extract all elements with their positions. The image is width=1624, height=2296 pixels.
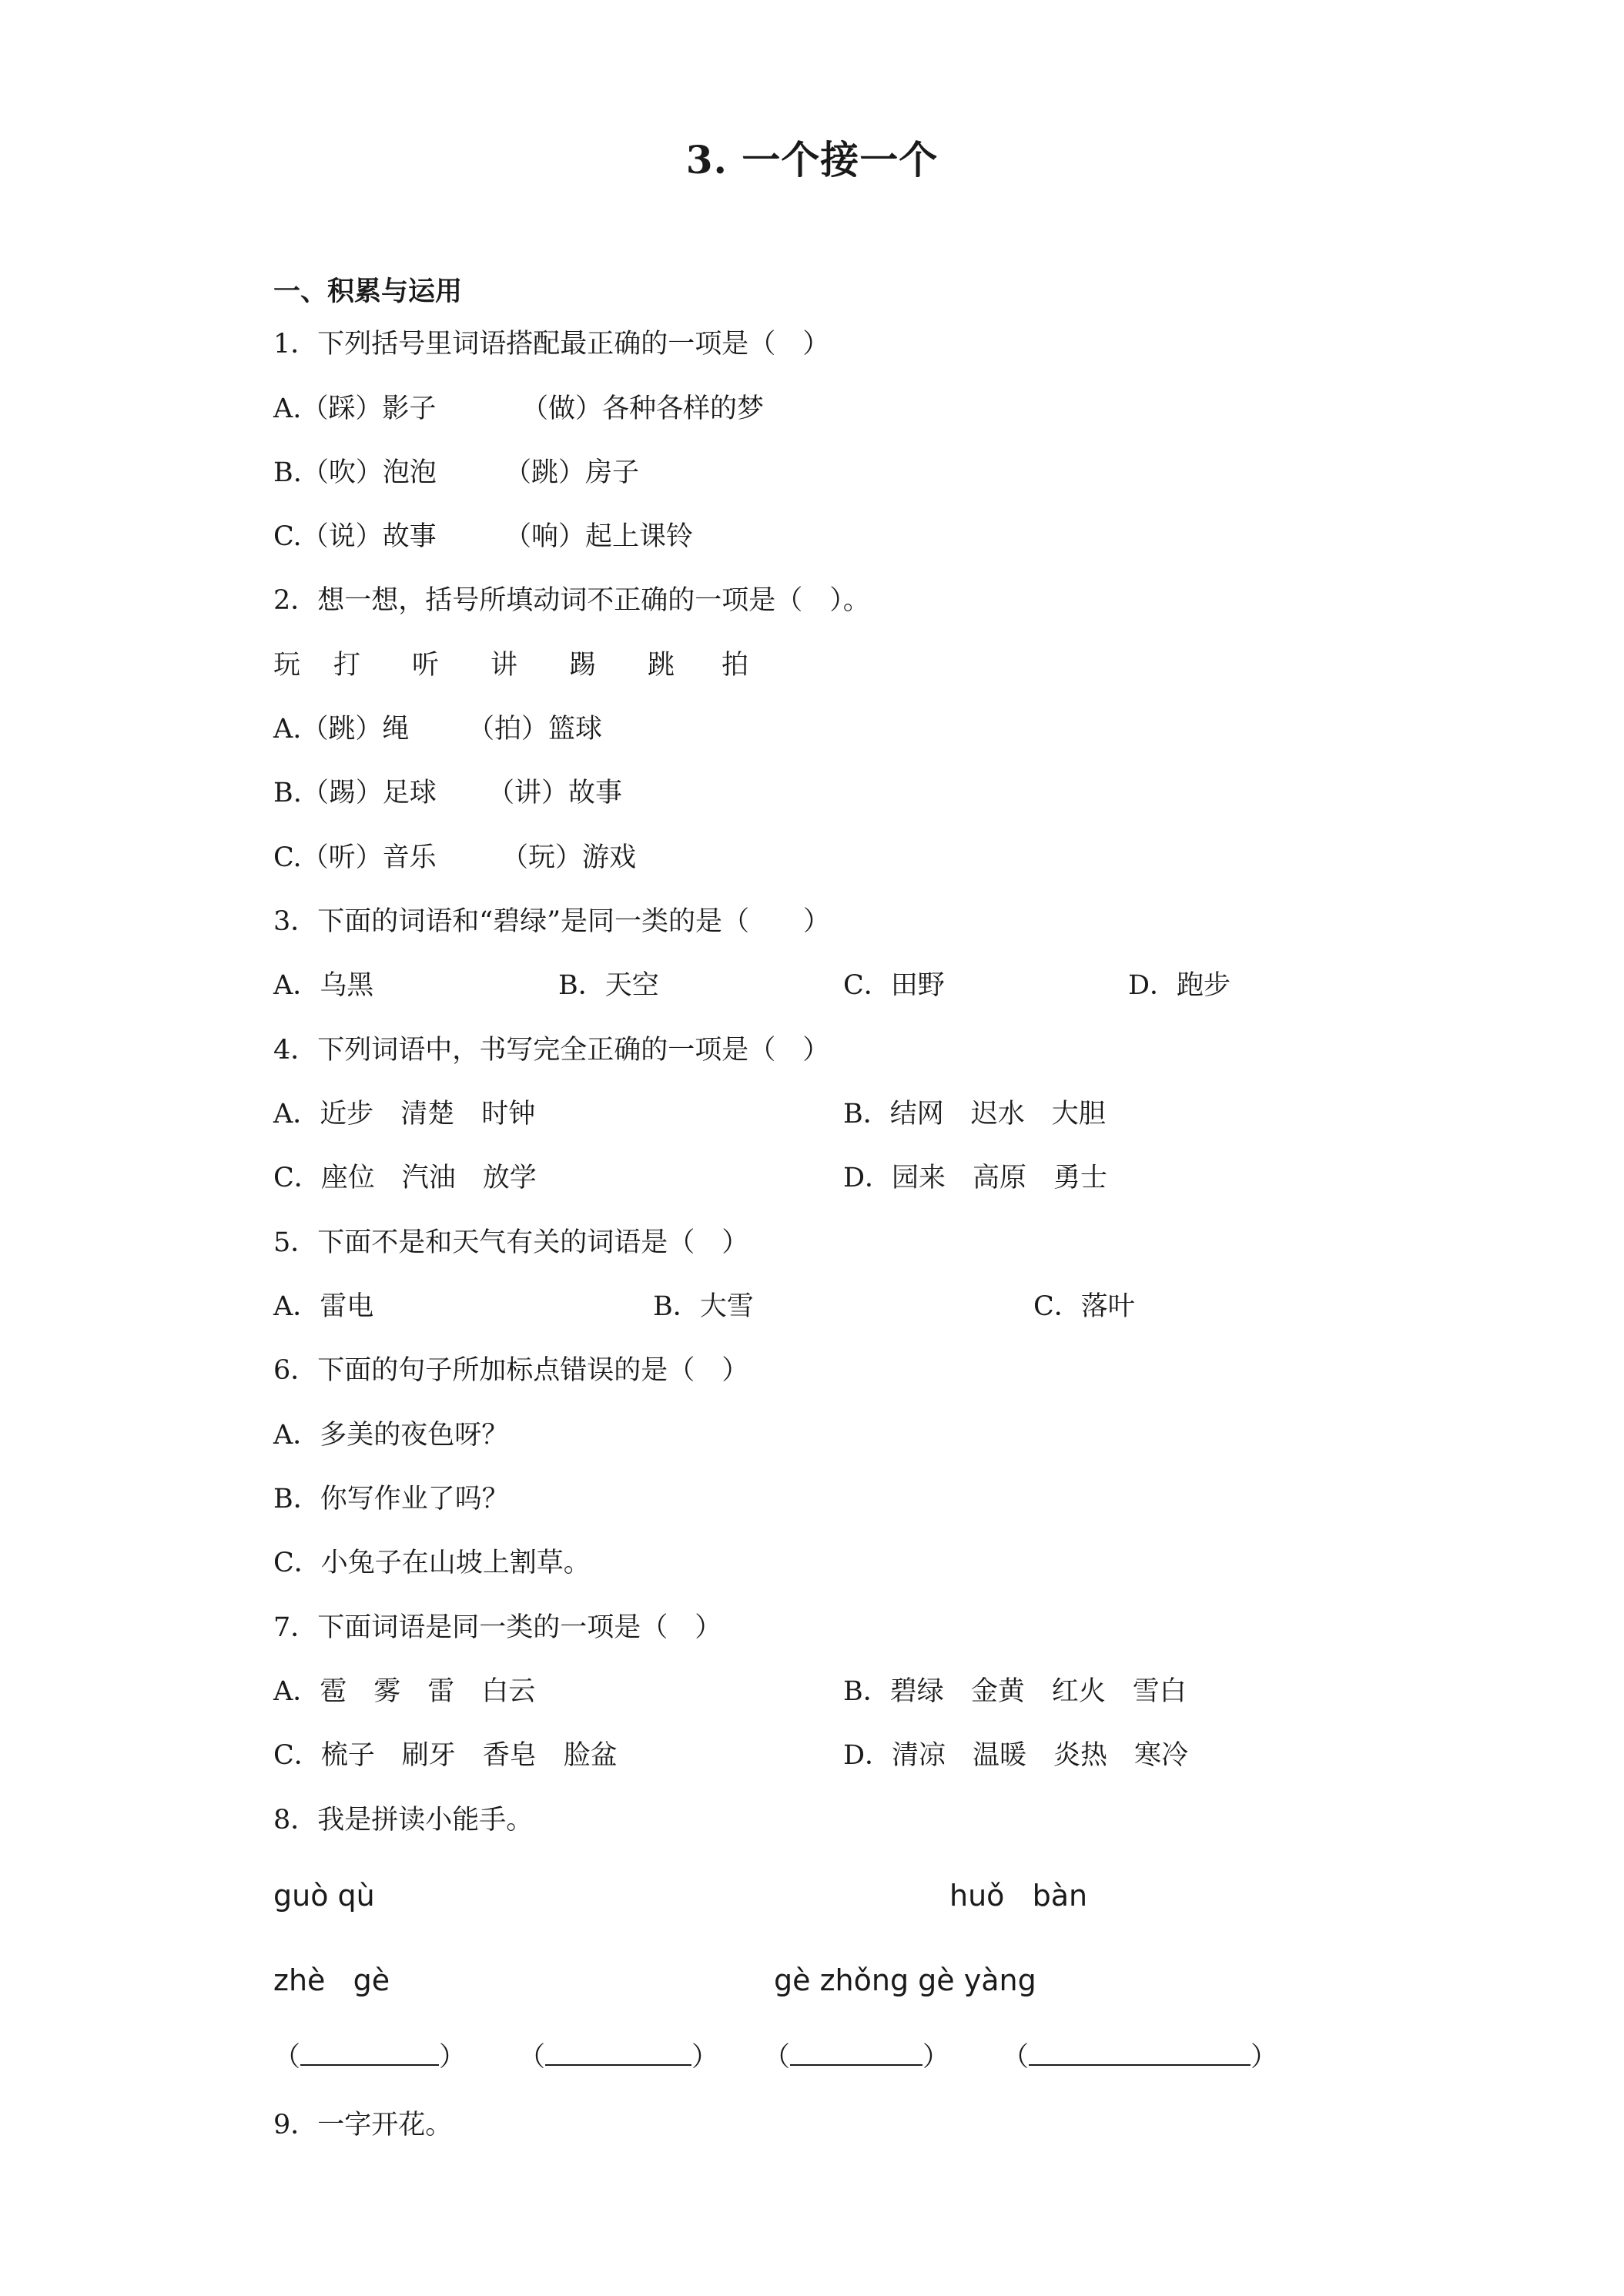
q2-word-bank <box>273 647 1428 684</box>
blank-line[interactable] <box>545 2038 691 2066</box>
q2-option-c <box>273 839 1428 876</box>
q7-options-row1 <box>273 1673 1428 1710</box>
q3-option-a: A．乌黑 <box>273 970 374 1001</box>
q8-stem: 8．我是拼读小能手。 <box>273 1805 534 1836</box>
q7-option-c: C．梳子 刷牙 香皂 脸盆 <box>273 1740 618 1771</box>
q6-option-c: C．小兔子在山坡上割草。 <box>273 1548 591 1578</box>
q2-a-part1: A.（跳）绳 <box>273 714 410 745</box>
q2-word: 讲 <box>491 650 518 681</box>
q2-a-part2: （拍）篮球 <box>467 714 603 745</box>
q2-word: 玩 <box>273 650 301 681</box>
q1-stem: 1．下列括号里词语搭配最正确的一项是（ ） <box>273 329 830 360</box>
q4-option-d: D．园来 高原 勇士 <box>843 1163 1108 1193</box>
q5-stem: 5．下面不是和天气有关的词语是（ ） <box>273 1227 749 1258</box>
q3-options <box>273 967 1428 1004</box>
q1-c-part2: （响）起上课铃 <box>504 521 694 552</box>
q6-option-b: B．你写作业了吗？ <box>273 1484 509 1514</box>
q5-option-a: A．雷电 <box>273 1291 374 1322</box>
q3-option-b: B．天空 <box>558 970 659 1001</box>
q1-option-a <box>273 390 1428 427</box>
section-heading: 一、积累与运用 <box>273 276 463 307</box>
page-title: 3. 一个接一个 <box>685 137 939 182</box>
q7-stem: 7．下面词语是同一类的一项是（ ） <box>273 1612 722 1643</box>
q2-option-b <box>273 775 1428 812</box>
q1-a-part2: （做）各种各样的梦 <box>521 393 765 424</box>
q7-options-row2 <box>273 1737 1428 1774</box>
q2-b-part2: （讲）故事 <box>487 778 623 808</box>
q6-option-a: A．多美的夜色呀？ <box>273 1420 509 1451</box>
q1-c-part1: C.（说）故事 <box>273 521 437 552</box>
q7-option-b: B．碧绿 金黄 红火 雪白 <box>843 1676 1187 1707</box>
q3-option-d: D．跑步 <box>1128 970 1231 1001</box>
q8-answer-blank-3[interactable]: （ ） <box>763 2038 949 2076</box>
q8-answer-blank-1[interactable]: （ ） <box>273 2038 466 2076</box>
q3-stem: 3．下面的词语和“碧绿”是同一类的是（ ） <box>273 906 831 937</box>
q5-option-c: C．落叶 <box>1033 1291 1135 1322</box>
q8-pinyin-4: gè zhǒng gè yàng <box>774 1963 1036 1997</box>
q7-option-d: D．清凉 温暖 炎热 寒冷 <box>843 1740 1189 1771</box>
q6-stem: 6．下面的句子所加标点错误的是（ ） <box>273 1355 749 1386</box>
q8-answer-blank-4[interactable]: （ ） <box>1002 2038 1277 2076</box>
q5-option-b: B．大雪 <box>653 1291 754 1322</box>
q2-b-part1: B.（踢）足球 <box>273 778 437 808</box>
q9-stem: 9．一字开花。 <box>273 2110 453 2140</box>
q2-c-part1: C.（听）音乐 <box>273 842 437 873</box>
q4-option-c: C．座位 汽油 放学 <box>273 1163 537 1193</box>
q1-a-part1: A.（踩）影子 <box>273 393 437 424</box>
q8-pinyin-3: zhè gè <box>273 1963 390 1997</box>
q4-options-row2 <box>273 1160 1428 1197</box>
q4-stem: 4．下列词语中，书写完全正确的一项是（ ） <box>273 1035 830 1066</box>
blank-line[interactable] <box>1029 2038 1251 2066</box>
q2-word: 跳 <box>648 650 675 681</box>
q2-word: 听 <box>412 650 440 681</box>
q2-c-part2: （玩）游戏 <box>501 842 637 873</box>
q8-pinyin-2: huǒ bàn <box>949 1879 1088 1913</box>
q1-b-part2: （跳）房子 <box>504 457 640 488</box>
q2-option-a <box>273 711 1428 748</box>
q3-option-c: C．田野 <box>843 970 945 1001</box>
q1-option-b <box>273 454 1428 491</box>
blank-line[interactable] <box>300 2038 439 2066</box>
q2-word: 打 <box>333 650 361 681</box>
q4-option-a: A．近步 清楚 时钟 <box>273 1099 536 1130</box>
blank-line[interactable] <box>790 2038 922 2066</box>
q4-options-row1 <box>273 1096 1428 1133</box>
q7-option-a: A．雹 雾 雷 白云 <box>273 1676 536 1707</box>
q1-b-part1: B.（吹）泡泡 <box>273 457 437 488</box>
q5-options <box>273 1288 1428 1325</box>
q8-answer-blanks <box>273 2038 1428 2075</box>
q2-word: 踢 <box>569 650 597 681</box>
q4-option-b: B．结网 迟水 大胆 <box>843 1099 1106 1130</box>
q1-option-c <box>273 518 1428 555</box>
q8-answer-blank-2[interactable]: （ ） <box>518 2038 718 2076</box>
q2-stem: 2．想一想，括号所填动词不正确的一项是（ ）。 <box>273 585 870 616</box>
q2-word: 拍 <box>722 650 749 681</box>
q8-pinyin-1: guò qù <box>273 1879 375 1913</box>
